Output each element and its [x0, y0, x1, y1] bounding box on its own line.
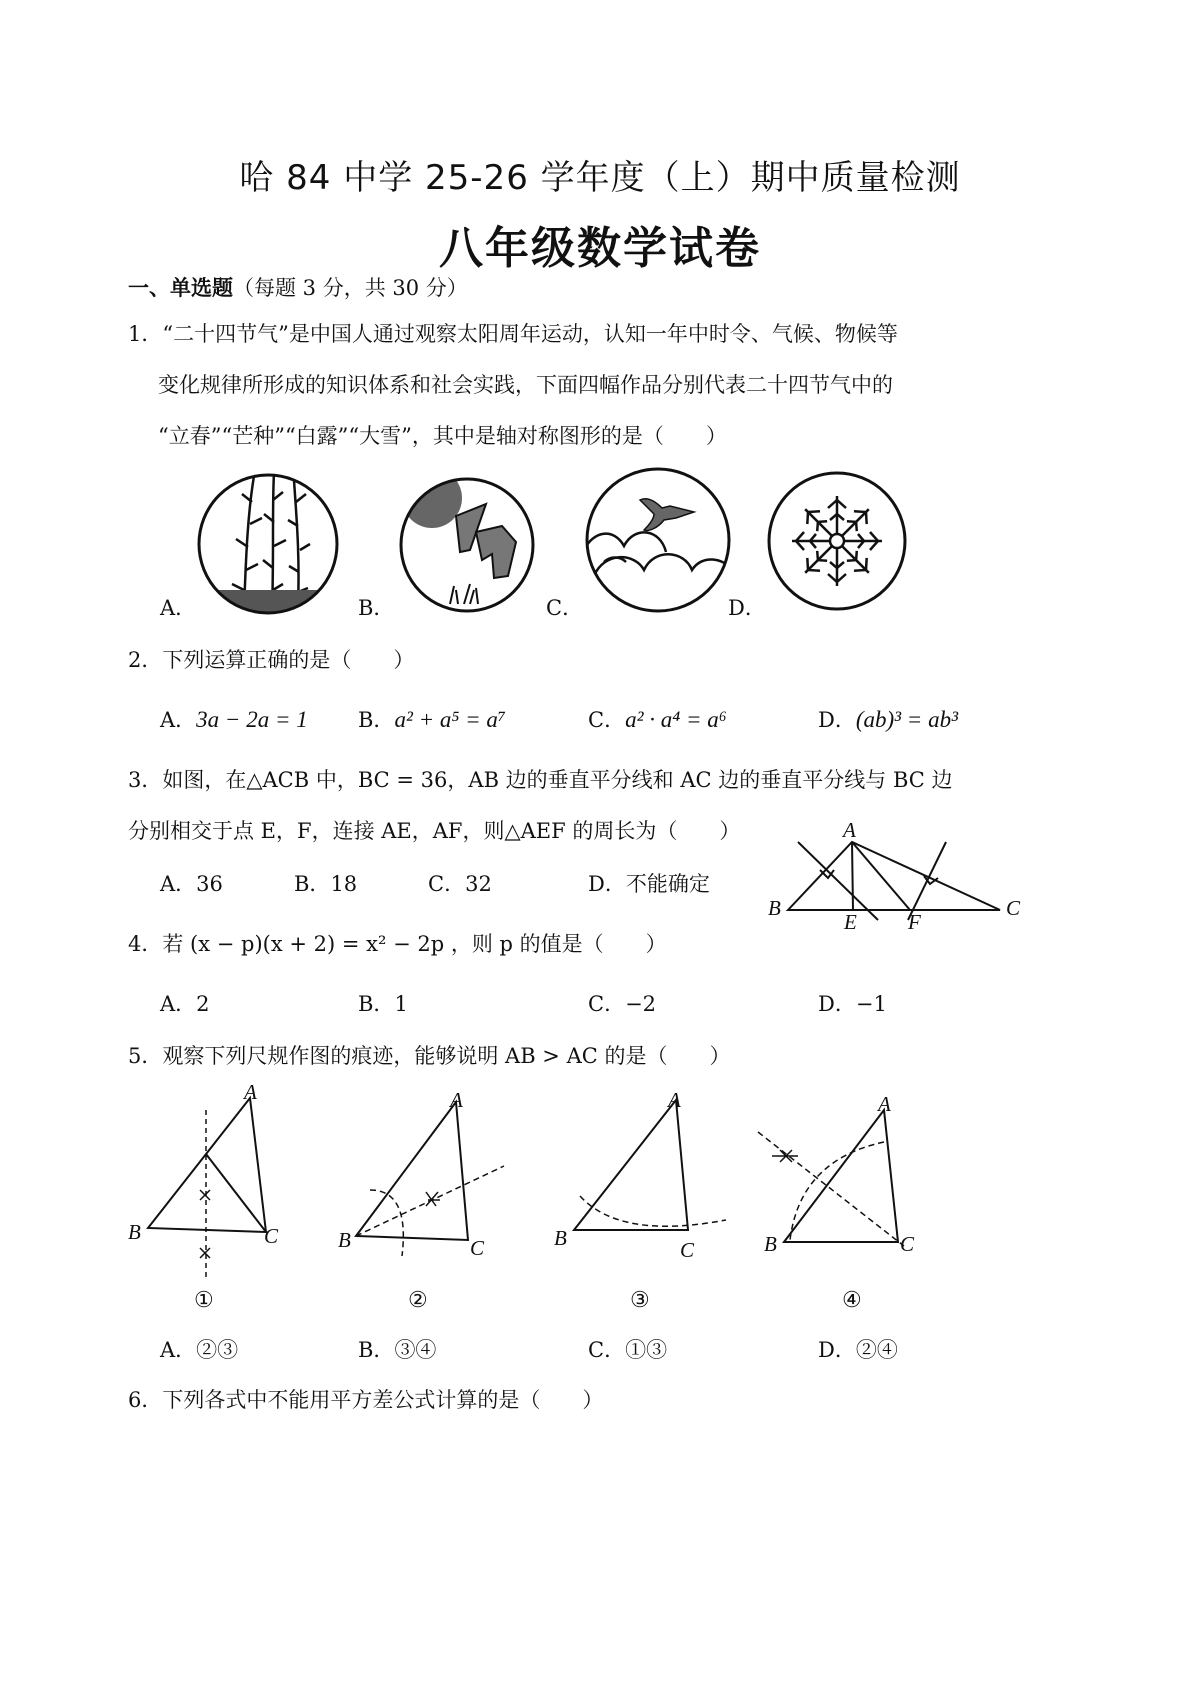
- q2-option-a-expr: 3a − 2a = 1: [196, 707, 308, 732]
- q4-option-c: [588, 988, 656, 1018]
- q2-option-c-expr: a² · a⁴ = a⁶: [625, 707, 727, 732]
- q1-line2: 变化规律所形成的知识体系和社会实践，下面四幅作品分别代表二十四节气中的: [158, 373, 893, 397]
- q5-option-c-value: ①③: [625, 1338, 668, 1362]
- q3-label-c: C: [1006, 896, 1021, 920]
- q1-figure-a: [196, 472, 340, 616]
- q3-label-f: F: [908, 910, 921, 934]
- q4-option-d-value: −1: [855, 992, 887, 1016]
- q5-f3-label-c: C: [680, 1238, 695, 1262]
- exam-subtitle: 八年级数学试卷: [439, 223, 761, 274]
- q1-option-b: B．: [358, 596, 395, 620]
- q3-option-d-label: D．: [588, 872, 626, 896]
- q5-option-a-value: ②③: [196, 1338, 239, 1362]
- q5-f1-label-b: B: [128, 1220, 141, 1244]
- q5-figure-2: [330, 1080, 520, 1280]
- q5-figure-4-number: ④: [842, 1288, 862, 1313]
- q3-option-d: [588, 868, 710, 898]
- q5-option-d: [818, 1334, 898, 1364]
- q5-option-b-value: ③④: [394, 1338, 437, 1362]
- q5-option-a: [160, 1334, 238, 1364]
- q4-option-d: [818, 988, 887, 1018]
- q3-option-b-value: 18: [330, 872, 358, 896]
- q4-option-b: [358, 988, 408, 1018]
- q6-stem: 6．下列各式中不能用平方差公式计算的是（ ）: [128, 1388, 604, 1412]
- q5-f1-label-a: A: [244, 1080, 257, 1104]
- q1-option-a: A．: [160, 596, 197, 620]
- q1-option-c: C．: [546, 596, 584, 620]
- q5-f2-label-b: B: [338, 1228, 351, 1252]
- q4-option-a-value: 2: [196, 992, 210, 1016]
- q5-figure-2-number: ②: [408, 1288, 428, 1313]
- exam-title: 哈 84 中学 25-26 学年度（上）期中质量检测: [239, 158, 961, 198]
- q5-f3-label-a: A: [668, 1088, 681, 1112]
- q3-option-c: [428, 868, 492, 898]
- q5-f4-label-b: B: [764, 1232, 777, 1256]
- q5-f1-label-c: C: [264, 1224, 279, 1248]
- q1-figure-c: [584, 466, 732, 614]
- q5-stem: 5．观察下列尺规作图的痕迹，能够说明 AB > AC 的是（ ）: [128, 1044, 731, 1068]
- q5-option-c: [588, 1334, 667, 1364]
- q5-f3-label-b: B: [554, 1226, 567, 1250]
- q2-option-d: [818, 704, 958, 734]
- q2-option-a-label: A．: [160, 708, 197, 732]
- q1-figure-b: [398, 476, 536, 614]
- q4-option-d-label: D．: [818, 992, 856, 1016]
- q2-option-c-label: C．: [588, 708, 626, 732]
- q5-f4-label-a: A: [878, 1092, 891, 1116]
- q4-stem: 4．若 (x − p)(x + 2) = x² − 2p ，则 p 的值是（ ）: [128, 932, 667, 956]
- q5-f2-label-c: C: [470, 1236, 485, 1260]
- q2-stem: 2．下列运算正确的是（ ）: [128, 648, 415, 672]
- q5-option-d-value: ②④: [855, 1338, 898, 1362]
- q3-option-a-value: 36: [196, 872, 223, 896]
- q3-line2: 分别相交于点 E，F，连接 AE，AF，则△AEF 的周长为（ ）: [128, 819, 741, 843]
- q1-line3: “立春”“芒种”“白露”“大雪”，其中是轴对称图形的是（ ）: [158, 424, 727, 448]
- section-title: 一、单选题: [128, 276, 233, 300]
- q5-f2-label-a: A: [450, 1088, 463, 1112]
- q5-option-b-label: B．: [358, 1338, 395, 1362]
- q3-option-a: [160, 868, 223, 898]
- q1-figure-d: [766, 470, 908, 612]
- q5-option-b: [358, 1334, 436, 1364]
- q1-line1: 1．“二十四节气”是中国人通过观察太阳周年运动，认知一年中时令、气候、物候等: [128, 322, 898, 346]
- q4-option-a-label: A．: [160, 992, 197, 1016]
- q3-label-b: B: [768, 896, 781, 920]
- q3-label-e: E: [844, 910, 857, 934]
- q2-option-c: [588, 704, 727, 734]
- q4-option-c-label: C．: [588, 992, 626, 1016]
- section-heading: [128, 272, 468, 302]
- section-note: （每题 3 分，共 30 分）: [233, 276, 468, 300]
- q5-figure-1: [120, 1080, 300, 1290]
- q4-option-a: [160, 988, 210, 1018]
- q5-option-a-label: A．: [160, 1338, 197, 1362]
- q2-option-b-label: B．: [358, 708, 395, 732]
- q2-option-d-label: D．: [818, 708, 856, 732]
- q5-option-d-label: D．: [818, 1338, 856, 1362]
- q3-option-b: [294, 868, 357, 898]
- q5-figure-3-number: ③: [630, 1288, 650, 1313]
- q3-option-b-label: B．: [294, 872, 331, 896]
- q5-figure-1-number: ①: [194, 1288, 214, 1313]
- q2-option-a: [160, 704, 308, 734]
- q3-line1: 3．如图，在△ACB 中，BC = 36，AB 边的垂直平分线和 AC 边的垂直平分线与 BC 边: [128, 768, 953, 792]
- q3-option-d-value: 不能确定: [625, 872, 710, 896]
- q3-option-c-label: C．: [428, 872, 466, 896]
- q3-option-c-value: 32: [465, 872, 492, 896]
- q3-label-a: A: [843, 818, 856, 842]
- q5-option-c-label: C．: [588, 1338, 626, 1362]
- q4-option-b-label: B．: [358, 992, 395, 1016]
- q3-triangle-figure: [760, 820, 1040, 940]
- q1-option-d: D．: [728, 596, 766, 620]
- q4-option-b-value: 1: [394, 992, 408, 1016]
- q4-option-c-value: −2: [625, 992, 657, 1016]
- q3-option-a-label: A．: [160, 872, 197, 896]
- q2-option-b: [358, 704, 506, 734]
- q2-option-b-expr: a² + a⁵ = a⁷: [394, 707, 506, 732]
- q5-f4-label-c: C: [900, 1232, 915, 1256]
- q2-option-d-expr: (ab)³ = ab³: [855, 707, 958, 732]
- q5-figure-3: [540, 1080, 740, 1280]
